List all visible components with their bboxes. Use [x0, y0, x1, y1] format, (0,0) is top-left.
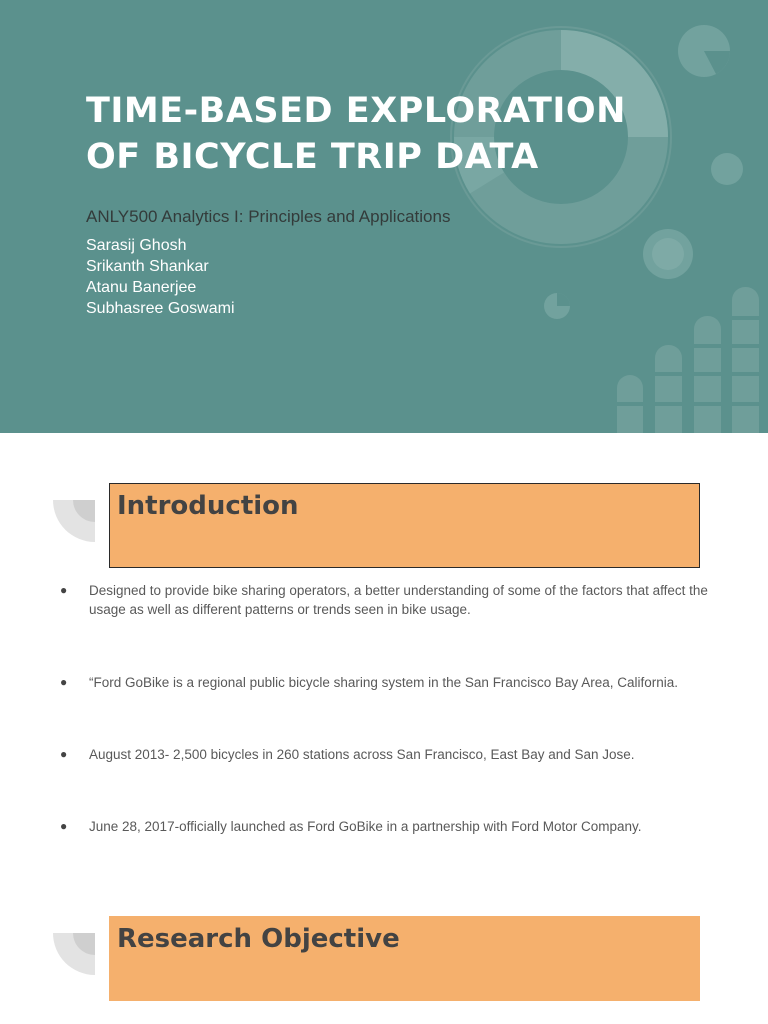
quarter-circle-icon [53, 933, 95, 975]
research-objective-heading: Research Objective [117, 924, 400, 954]
bar-chart-decoration-icon [617, 287, 759, 433]
bullet-text: June 28, 2017-officially launched as Ford GoBike in a partnership with Ford Motor Company. [89, 819, 642, 834]
author-name: Srikanth Shankar [86, 258, 209, 275]
author-name: Sarasij Ghosh [86, 237, 187, 254]
title-slide [0, 0, 768, 433]
presentation-title [86, 88, 646, 180]
list-item [60, 581, 740, 619]
title-line: TIME-BASED EXPLORATION [86, 91, 626, 131]
list-item [60, 745, 740, 764]
list-item [60, 817, 740, 836]
course-subtitle: ANLY500 Analytics I: Principles and Applications [86, 207, 451, 226]
bullet-text: “Ford GoBike is a regional public bicycle sharing system in the San Francisco Bay Area, California. [89, 675, 679, 690]
introduction-heading: Introduction [117, 491, 299, 521]
bullet-icon: ● [60, 583, 68, 597]
list-item [60, 673, 740, 692]
author-name: Subhasree Goswami [86, 300, 235, 317]
quarter-circle-icon [53, 500, 95, 542]
research-objective-header [109, 916, 700, 1001]
bullet-text: Designed to provide bike sharing operators, a better understanding of some of the factors that affect the usage as well as different patterns or trends seen in bike usage. [89, 583, 708, 617]
author-name: Atanu Banerjee [86, 279, 197, 296]
bullet-text: August 2013- 2,500 bicycles in 260 stations across San Francisco, East Bay and San Jose. [89, 747, 635, 762]
introduction-header [109, 483, 700, 568]
bullet-icon: ● [60, 747, 68, 761]
title-line: OF BICYCLE TRIP DATA [86, 137, 539, 177]
bullet-icon: ● [60, 675, 68, 689]
author-list [86, 235, 235, 319]
bullet-icon: ● [60, 819, 68, 833]
